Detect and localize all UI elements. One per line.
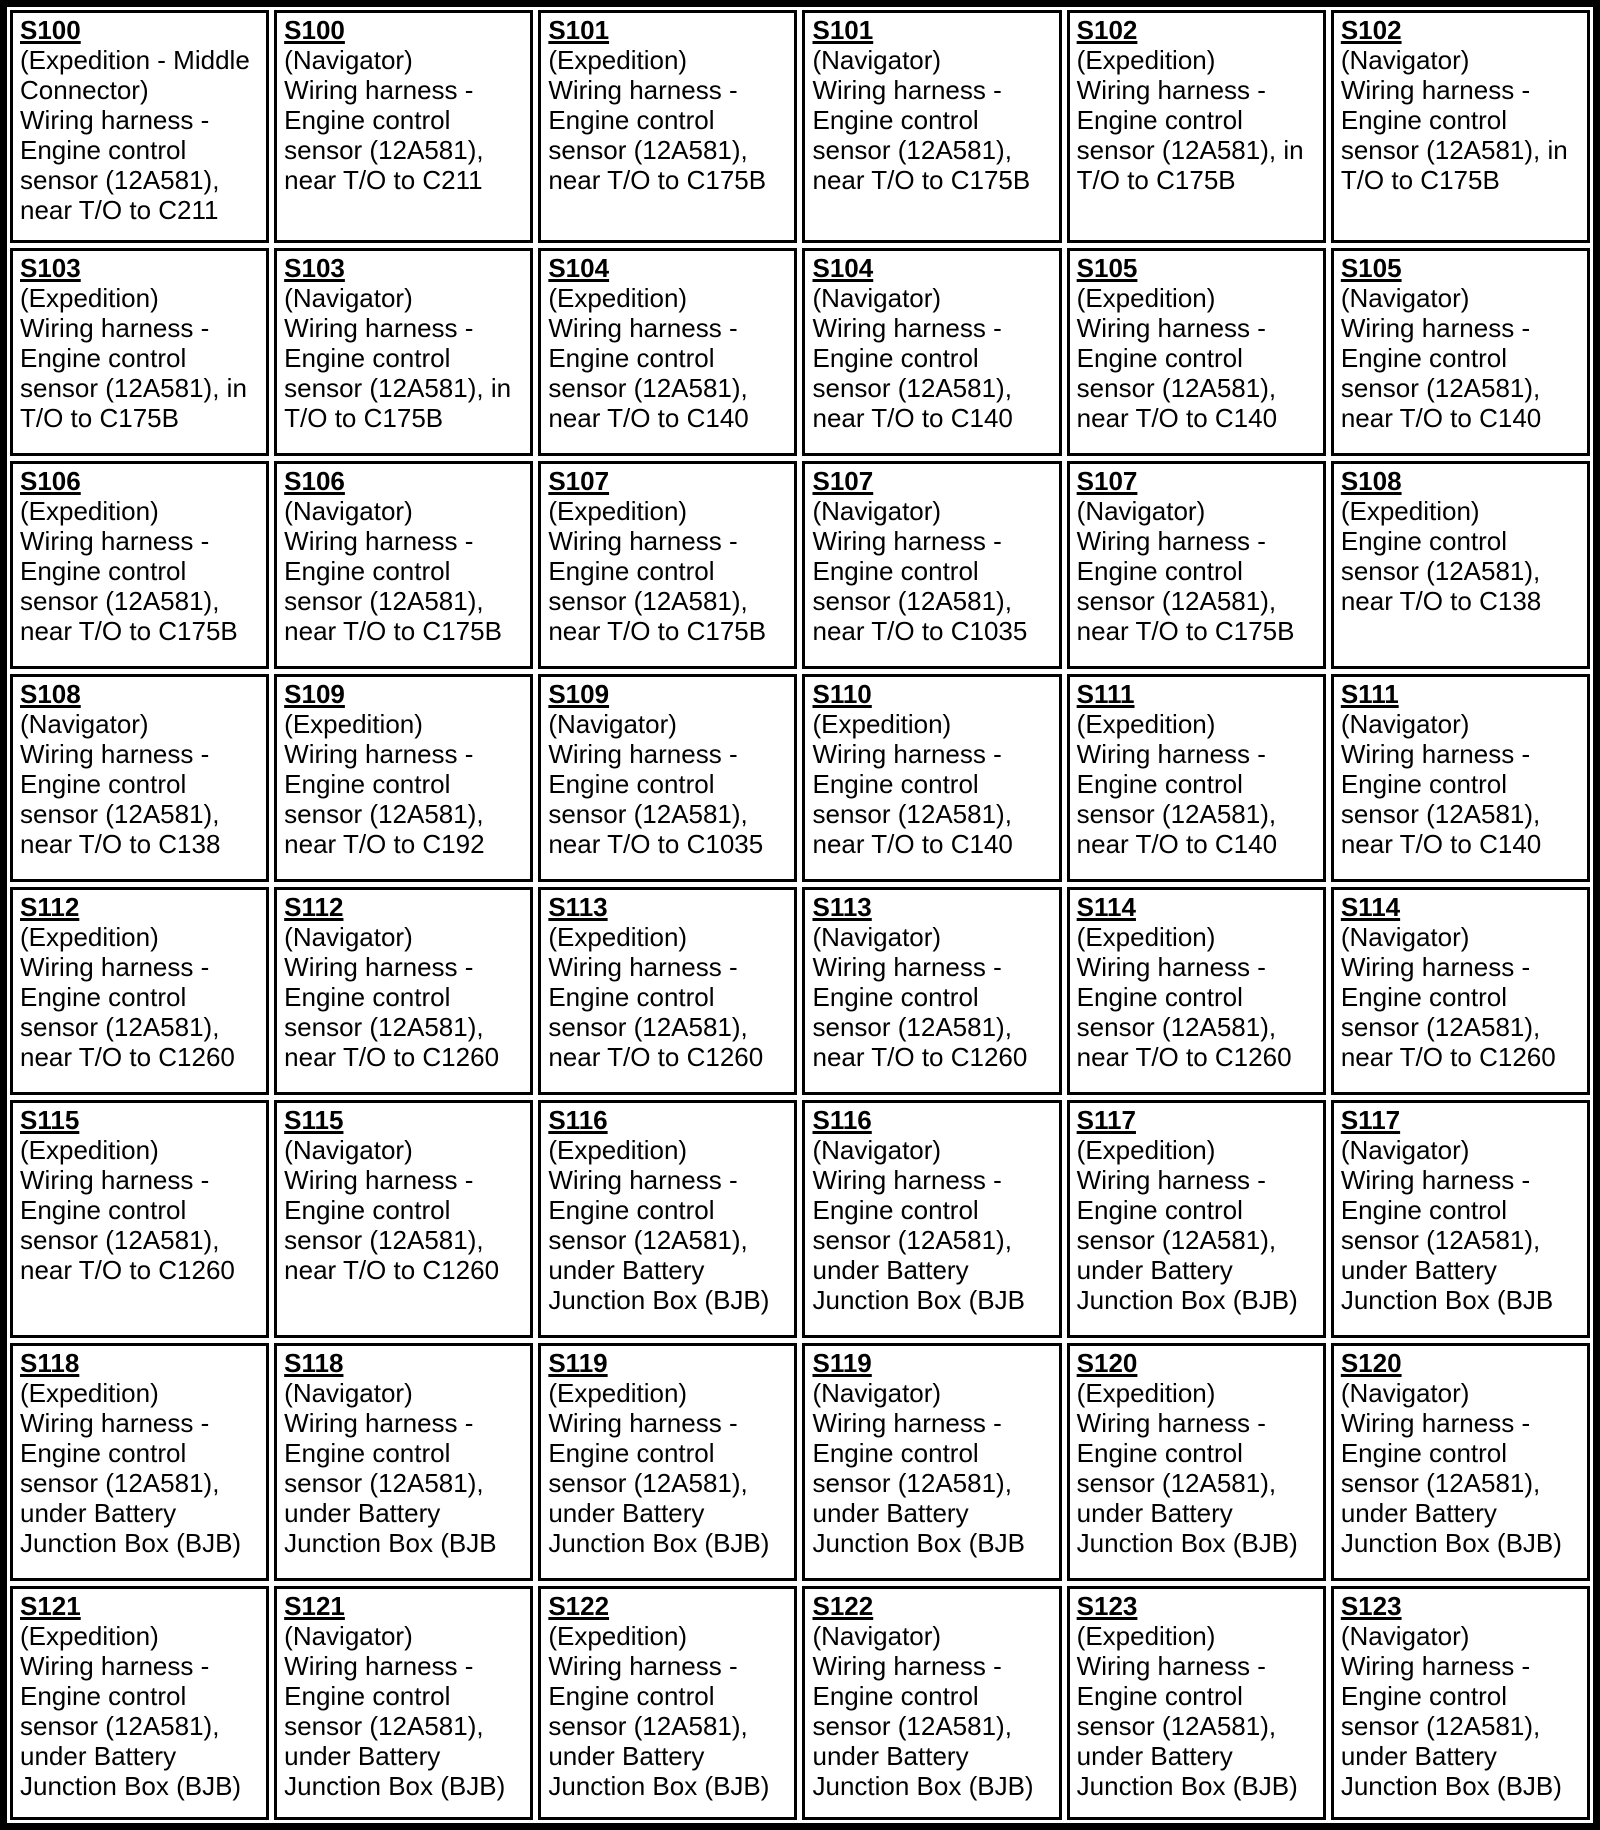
splice-description: Wiring harness - Engine control sensor (12A581), under Battery Junction Box (BJB) xyxy=(20,1408,242,1558)
splice-id: S120 xyxy=(1340,1348,1402,1378)
splice-description: Wiring harness - Engine control sensor (12A581), near T/O to C1260 xyxy=(20,952,235,1072)
vehicle-label: (Expedition) xyxy=(20,1135,159,1165)
vehicle-label: (Expedition) xyxy=(284,709,423,739)
splice-description: Wiring harness - Engine control sensor (12A581), under Battery Junction Box (BJB xyxy=(1340,1165,1554,1315)
vehicle-label: (Navigator) xyxy=(812,45,942,75)
splice-cell xyxy=(1331,461,1590,669)
splice-description: Wiring harness - Engine control sensor (12A581), near T/O to C140 xyxy=(548,313,749,433)
splice-description: Wiring harness - Engine control sensor (12A581), near T/O to C140 xyxy=(1076,313,1278,433)
vehicle-label: (Expedition) xyxy=(548,1621,688,1651)
vehicle-label: (Navigator) xyxy=(284,922,413,952)
splice-cell xyxy=(1067,887,1326,1095)
vehicle-label: (Navigator) xyxy=(1340,283,1470,313)
vehicle-label: (Expedition - Middle Connector) xyxy=(20,45,250,105)
splice-cell xyxy=(1331,10,1590,243)
splice-cell xyxy=(10,887,269,1095)
splice-cell xyxy=(802,1100,1061,1338)
vehicle-label: (Navigator) xyxy=(812,1135,942,1165)
vehicle-label: (Navigator) xyxy=(284,1135,413,1165)
vehicle-label: (Navigator) xyxy=(284,45,413,75)
splice-description: Engine control sensor (12A581), near T/O to C138 xyxy=(1340,526,1542,616)
splice-description: Wiring harness - Engine control sensor (12A581), under Battery Junction Box (BJB) xyxy=(284,1651,506,1801)
vehicle-label: (Expedition) xyxy=(1076,283,1216,313)
splice-cell xyxy=(1067,248,1326,456)
splice-id: S120 xyxy=(1076,1348,1138,1378)
splice-cell xyxy=(538,1343,797,1581)
vehicle-label: (Navigator) xyxy=(284,1621,413,1651)
splice-cell xyxy=(802,461,1061,669)
splice-cell xyxy=(274,248,533,456)
splice-cell xyxy=(538,674,797,882)
splice-cell xyxy=(274,674,533,882)
splice-description: Wiring harness - Engine control sensor (12A581), near T/O to C175B xyxy=(20,526,238,646)
splice-id: S107 xyxy=(548,466,610,496)
vehicle-label: (Expedition) xyxy=(548,1135,688,1165)
splice-cell xyxy=(10,674,269,882)
splice-cell xyxy=(274,1586,533,1820)
vehicle-label: (Navigator) xyxy=(548,709,677,739)
splice-id: S122 xyxy=(548,1591,610,1621)
splice-cell xyxy=(274,1343,533,1581)
splice-id: S117 xyxy=(1076,1105,1136,1135)
vehicle-label: (Navigator) xyxy=(1340,1378,1470,1408)
splice-id: S117 xyxy=(1340,1105,1401,1135)
splice-cell xyxy=(274,1100,533,1338)
vehicle-label: (Expedition) xyxy=(20,1621,159,1651)
splice-cell xyxy=(1067,674,1326,882)
splice-id: S116 xyxy=(812,1105,872,1135)
splice-description: Wiring harness - Engine control sensor (12A581), near T/O to C175B xyxy=(284,526,502,646)
vehicle-label: (Navigator) xyxy=(20,709,149,739)
splice-cell xyxy=(802,674,1061,882)
splice-description: Wiring harness - Engine control sensor (12A581), under Battery Junction Box (BJB xyxy=(812,1408,1025,1558)
vehicle-label: (Navigator) xyxy=(812,283,942,313)
splice-description: Wiring harness - Engine control sensor (12A581), near T/O to C140 xyxy=(1340,313,1542,433)
splice-cell xyxy=(538,461,797,669)
vehicle-label: (Expedition) xyxy=(20,496,159,526)
splice-description: Wiring harness - Engine control sensor (12A581), near T/O to C175B xyxy=(548,75,767,195)
splice-description: Wiring harness - Engine control sensor (12A581), under Battery Junction Box (BJB) xyxy=(1076,1408,1298,1558)
splice-description: Wiring harness - Engine control sensor (12A581), near T/O to C1260 xyxy=(1340,952,1556,1072)
splice-id: S111 xyxy=(1076,679,1135,709)
splice-id: S106 xyxy=(284,466,345,496)
splice-id: S114 xyxy=(1340,892,1401,922)
splice-cell xyxy=(1331,248,1590,456)
splice-id: S105 xyxy=(1076,253,1138,283)
splice-description: Wiring harness - Engine control sensor (12A581), near T/O to C1260 xyxy=(284,952,500,1072)
vehicle-label: (Navigator) xyxy=(1340,45,1470,75)
splice-description: Wiring harness - Engine control sensor (12A581), in T/O to C175B xyxy=(1340,75,1568,195)
vehicle-label: (Expedition) xyxy=(20,283,159,313)
splice-id: S123 xyxy=(1340,1591,1402,1621)
vehicle-label: (Expedition) xyxy=(548,45,688,75)
vehicle-label: (Navigator) xyxy=(284,1378,413,1408)
vehicle-label: (Expedition) xyxy=(548,1378,688,1408)
splice-id: S121 xyxy=(284,1591,345,1621)
splice-cell xyxy=(10,10,269,243)
vehicle-label: (Expedition) xyxy=(1076,45,1216,75)
vehicle-label: (Navigator) xyxy=(812,1378,942,1408)
splice-id: S108 xyxy=(20,679,81,709)
splice-id: S101 xyxy=(548,15,610,45)
splice-description: Wiring harness - Engine control sensor (12A581), near T/O to C175B xyxy=(548,526,767,646)
vehicle-label: (Expedition) xyxy=(548,496,688,526)
splice-cell xyxy=(10,461,269,669)
vehicle-label: (Expedition) xyxy=(812,709,952,739)
splice-description: Wiring harness - Engine control sensor (12A581), under Battery Junction Box (BJB) xyxy=(548,1651,770,1801)
splice-description: Wiring harness - Engine control sensor (12A581), near T/O to C211 xyxy=(20,105,220,225)
splice-cell xyxy=(802,10,1061,243)
splice-description: Wiring harness - Engine control sensor (12A581), near T/O to C138 xyxy=(20,739,221,859)
vehicle-label: (Expedition) xyxy=(20,922,159,952)
splice-id: S107 xyxy=(812,466,874,496)
splice-cell xyxy=(1331,674,1590,882)
vehicle-label: (Navigator) xyxy=(812,496,942,526)
splice-cell xyxy=(1067,461,1326,669)
vehicle-label: (Expedition) xyxy=(548,283,688,313)
splice-description: Wiring harness - Engine control sensor (12A581), near T/O to C175B xyxy=(812,75,1031,195)
splice-id: S123 xyxy=(1076,1591,1138,1621)
splice-id: S111 xyxy=(1340,679,1399,709)
splice-description: Wiring harness - Engine control sensor (12A581), under Battery Junction Box (BJB xyxy=(284,1408,497,1558)
splice-cell xyxy=(1331,1100,1590,1338)
splice-description: Wiring harness - Engine control sensor (12A581), near T/O to C1260 xyxy=(284,1165,500,1285)
vehicle-label: (Expedition) xyxy=(20,1378,159,1408)
splice-id: S113 xyxy=(812,892,872,922)
splice-id: S103 xyxy=(20,253,81,283)
vehicle-label: (Expedition) xyxy=(1076,1378,1216,1408)
splice-id: S102 xyxy=(1076,15,1138,45)
splice-description: Wiring harness - Engine control sensor (12A581), near T/O to C1260 xyxy=(1076,952,1292,1072)
splice-id: S121 xyxy=(20,1591,81,1621)
splice-cell xyxy=(10,1100,269,1338)
splice-description: Wiring harness - Engine control sensor (12A581), under Battery Junction Box (BJB) xyxy=(1340,1651,1562,1801)
vehicle-label: (Navigator) xyxy=(1340,709,1470,739)
vehicle-label: (Navigator) xyxy=(284,496,413,526)
splice-description: Wiring harness - Engine control sensor (12A581), near T/O to C1260 xyxy=(548,952,764,1072)
splice-id: S118 xyxy=(20,1348,80,1378)
splice-id: S104 xyxy=(812,253,874,283)
splice-cell xyxy=(274,461,533,669)
splice-cell xyxy=(802,1586,1061,1820)
splice-description: Wiring harness - Engine control sensor (12A581), under Battery Junction Box (BJB) xyxy=(1076,1651,1298,1801)
splice-cell xyxy=(1067,1343,1326,1581)
splice-cell xyxy=(538,1586,797,1820)
vehicle-label: (Navigator) xyxy=(1340,1135,1470,1165)
vehicle-label: (Expedition) xyxy=(548,922,688,952)
splice-id: S116 xyxy=(548,1105,608,1135)
splice-description: Wiring harness - Engine control sensor (12A581), under Battery Junction Box (BJB) xyxy=(812,1651,1034,1801)
splice-id: S109 xyxy=(548,679,610,709)
splice-cell xyxy=(538,887,797,1095)
splice-cell xyxy=(1067,1100,1326,1338)
splice-id: S103 xyxy=(284,253,345,283)
splice-cell xyxy=(1331,887,1590,1095)
splice-description: Wiring harness - Engine control sensor (12A581), under Battery Junction Box (BJB) xyxy=(548,1165,770,1315)
splice-description: Wiring harness - Engine control sensor (12A581), near T/O to C211 xyxy=(284,75,484,195)
splice-description: Wiring harness - Engine control sensor (12A581), near T/O to C140 xyxy=(1076,739,1278,859)
splice-cell xyxy=(802,1343,1061,1581)
vehicle-label: (Navigator) xyxy=(812,1621,942,1651)
splice-description: Wiring harness - Engine control sensor (12A581), under Battery Junction Box (BJB) xyxy=(548,1408,770,1558)
vehicle-label: (Expedition) xyxy=(1076,1135,1216,1165)
splice-description: Wiring harness - Engine control sensor (12A581), near T/O to C140 xyxy=(1340,739,1542,859)
splice-id: S112 xyxy=(20,892,80,922)
splice-description: Wiring harness - Engine control sensor (12A581), under Battery Junction Box (BJB) xyxy=(20,1651,242,1801)
splice-id: S119 xyxy=(812,1348,872,1378)
vehicle-label: (Navigator) xyxy=(812,922,942,952)
splice-id: S113 xyxy=(548,892,608,922)
splice-description: Wiring harness - Engine control sensor (12A581), under Battery Junction Box (BJB) xyxy=(1076,1165,1298,1315)
splice-description: Wiring harness - Engine control sensor (12A581), in T/O to C175B xyxy=(284,313,512,433)
splice-description: Wiring harness - Engine control sensor (12A581), near T/O to C1260 xyxy=(812,952,1028,1072)
splice-id: S119 xyxy=(548,1348,608,1378)
splice-id: S101 xyxy=(812,15,874,45)
splice-description: Wiring harness - Engine control sensor (12A581), near T/O to C175B xyxy=(1076,526,1295,646)
splice-id: S112 xyxy=(284,892,344,922)
vehicle-label: (Navigator) xyxy=(1076,496,1206,526)
splice-id: S100 xyxy=(20,15,81,45)
splice-description: Wiring harness - Engine control sensor (12A581), near T/O to C140 xyxy=(812,739,1013,859)
splice-cell xyxy=(802,887,1061,1095)
vehicle-label: (Expedition) xyxy=(1340,496,1480,526)
splice-id: S109 xyxy=(284,679,345,709)
splice-id: S106 xyxy=(20,466,81,496)
splice-description: Wiring harness - Engine control sensor (12A581), under Battery Junction Box (BJB xyxy=(812,1165,1025,1315)
splice-cell xyxy=(10,1343,269,1581)
splice-cell xyxy=(10,1586,269,1820)
splice-id: S118 xyxy=(284,1348,344,1378)
splice-id: S100 xyxy=(284,15,345,45)
splice-cell xyxy=(538,10,797,243)
splice-id: S108 xyxy=(1340,466,1402,496)
splice-cell xyxy=(538,1100,797,1338)
vehicle-label: (Expedition) xyxy=(1076,922,1216,952)
splice-cell xyxy=(1331,1343,1590,1581)
splice-description: Wiring harness - Engine control sensor (12A581), under Battery Junction Box (BJB) xyxy=(1340,1408,1562,1558)
vehicle-label: (Expedition) xyxy=(1076,1621,1216,1651)
splice-id: S122 xyxy=(812,1591,874,1621)
splice-description: Wiring harness - Engine control sensor (12A581), in T/O to C175B xyxy=(1076,75,1304,195)
splice-description: Wiring harness - Engine control sensor (12A581), near T/O to C140 xyxy=(812,313,1013,433)
splice-description: Wiring harness - Engine control sensor (12A581), near T/O to C192 xyxy=(284,739,485,859)
splice-description: Wiring harness - Engine control sensor (12A581), in T/O to C175B xyxy=(20,313,247,433)
splice-id: S107 xyxy=(1076,466,1138,496)
splice-description: Wiring harness - Engine control sensor (12A581), near T/O to C1260 xyxy=(20,1165,235,1285)
splice-id: S114 xyxy=(1076,892,1136,922)
vehicle-label: (Expedition) xyxy=(1076,709,1216,739)
splice-cell xyxy=(274,887,533,1095)
splice-description: Wiring harness - Engine control sensor (12A581), near T/O to C1035 xyxy=(548,739,764,859)
splice-id: S115 xyxy=(20,1105,80,1135)
splice-id: S115 xyxy=(284,1105,344,1135)
splice-id: S102 xyxy=(1340,15,1402,45)
splice-cell xyxy=(1067,1586,1326,1820)
splice-cell xyxy=(10,248,269,456)
splice-id: S104 xyxy=(548,253,610,283)
vehicle-label: (Navigator) xyxy=(1340,1621,1470,1651)
splice-description: Wiring harness - Engine control sensor (12A581), near T/O to C1035 xyxy=(812,526,1028,646)
vehicle-label: (Navigator) xyxy=(1340,922,1470,952)
splice-cell xyxy=(538,248,797,456)
splice-id: S105 xyxy=(1340,253,1402,283)
splice-cell xyxy=(1331,1586,1590,1820)
splice-cell xyxy=(1067,10,1326,243)
splice-cell xyxy=(274,10,533,243)
vehicle-label: (Navigator) xyxy=(284,283,413,313)
splice-id: S110 xyxy=(812,679,872,709)
splice-cell xyxy=(802,248,1061,456)
